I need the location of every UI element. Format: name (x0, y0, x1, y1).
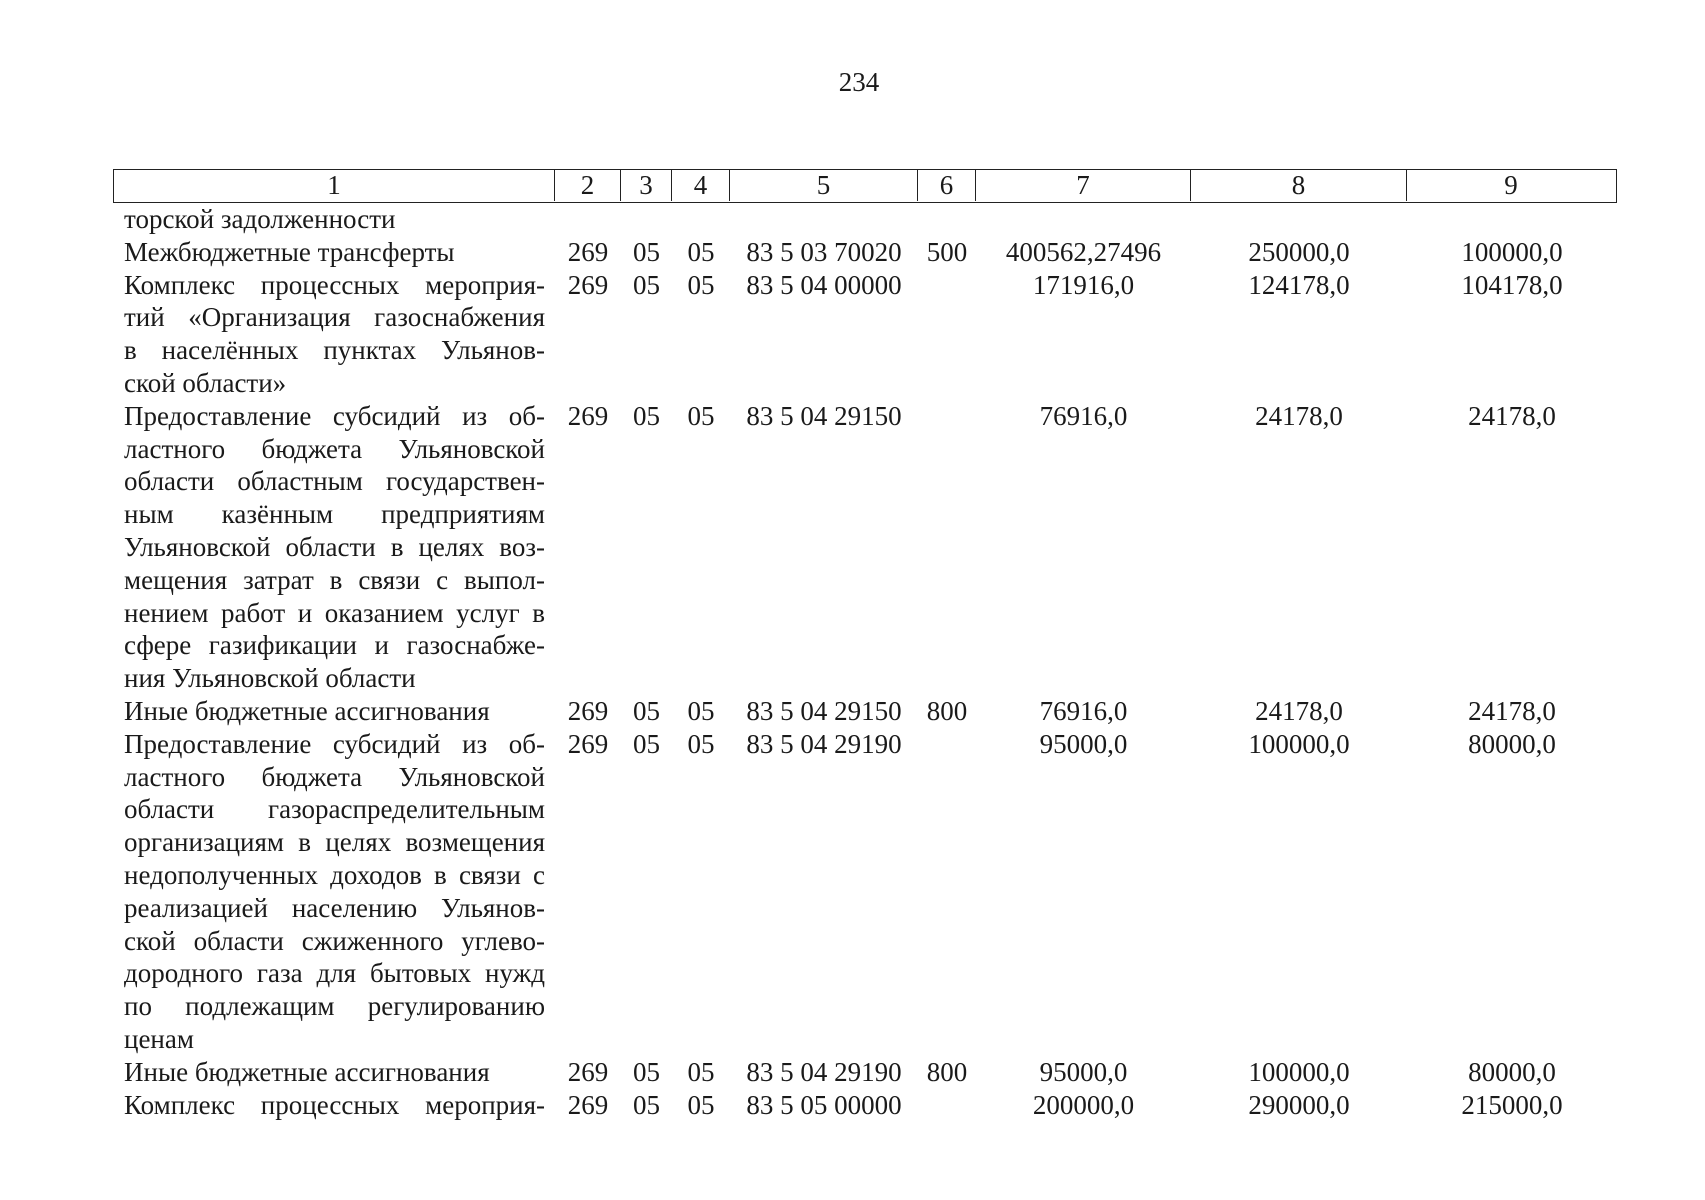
cell-col-8: 250000,0 (1248, 236, 1350, 267)
description-line: ния Ульяновской области (124, 663, 416, 694)
budget-table (113, 169, 1617, 1121)
cell-col-4: 05 (687, 400, 715, 431)
description-line: по подлежащим регулированию (124, 991, 545, 1022)
header-cell-3: 3 (621, 170, 672, 201)
cell-col-4: 05 (687, 1056, 715, 1087)
row-description (113, 728, 555, 1056)
cell-col-2: 269 (567, 269, 609, 300)
description-line: области областным государствен- (124, 466, 545, 497)
description-line: мещения затрат в связи с выпол- (124, 564, 545, 595)
description-line: Межбюджетные трансферты (124, 236, 455, 267)
cell-col-8: 124178,0 (1248, 269, 1350, 300)
cell-col-5: 83 5 04 29150 (746, 400, 902, 431)
cell-col-6 (918, 728, 976, 761)
cell-col-9: 80000,0 (1468, 728, 1556, 759)
header-cell-2: 2 (555, 170, 621, 201)
description-line: недополученных доходов в связи с (124, 859, 545, 890)
description-line: ской области» (124, 367, 287, 398)
table-row (113, 400, 1617, 695)
description-line: в населённых пунктах Ульянов- (124, 335, 545, 366)
cell-col-7: 200000,0 (1032, 1089, 1135, 1120)
description-line: торской задолженности (124, 204, 396, 234)
table-header (113, 169, 1617, 203)
cell-col-9: 104178,0 (1461, 269, 1563, 300)
cell-col-3: 05 (633, 400, 660, 431)
description-line: области газораспределительным (124, 794, 545, 825)
cell-col-5: 83 5 03 70020 (746, 236, 902, 267)
description-line: ным казённым предприятиям (124, 499, 545, 530)
row-description (113, 1056, 555, 1089)
description-line: ластного бюджета Ульяновской (124, 433, 545, 464)
cell-col-6: 800 (926, 695, 968, 726)
cell-col-3: 05 (633, 236, 660, 267)
cell-col-8: 100000,0 (1248, 728, 1350, 759)
header-cell-8: 8 (1191, 170, 1407, 201)
cell-col-4: 05 (687, 1089, 715, 1120)
description-line: Комплекс процессных мероприя- (124, 269, 545, 300)
cell-col-7: 76916,0 (1039, 400, 1128, 431)
cell-col-5: 83 5 05 00000 (746, 1089, 902, 1120)
description-line: тий «Организация газоснабжения (124, 302, 545, 333)
description-line: Иные бюджетные ассигнования (124, 1056, 490, 1087)
table-row (113, 1056, 1617, 1089)
cell-col-6: 800 (926, 1056, 968, 1087)
header-cell-7: 7 (976, 170, 1191, 201)
table-row (113, 236, 1617, 269)
cell-col-6: 500 (926, 236, 968, 267)
cell-col-7: 171916,0 (1032, 269, 1135, 300)
table-row (113, 203, 1617, 236)
table-row (113, 728, 1617, 1056)
description-line: нением работ и оказанием услуг в (124, 597, 545, 628)
description-line: Предоставление субсидий из об- (124, 728, 545, 759)
cell-col-9: 215000,0 (1461, 1089, 1563, 1120)
cell-col-8: 100000,0 (1248, 1056, 1350, 1087)
cell-col-7: 400562,27496 (1005, 236, 1162, 267)
cell-col-5: 83 5 04 29150 (746, 695, 902, 726)
description-line: Предоставление субсидий из об- (124, 400, 545, 431)
description-line: ской области сжиженного углево- (124, 925, 545, 956)
description-line: реализацией населению Ульянов- (124, 892, 545, 923)
cell-col-4: 05 (687, 728, 715, 759)
header-cell-6: 6 (918, 170, 976, 201)
description-line: ластного бюджета Ульяновской (124, 761, 545, 792)
cell-col-2: 269 (567, 728, 609, 759)
description-line: Комплекс процессных мероприя- (124, 1089, 545, 1120)
header-cell-1: 1 (114, 170, 555, 201)
row-description (113, 695, 555, 728)
row-description (113, 269, 555, 400)
description-line: ценам (124, 1023, 194, 1054)
cell-col-9: 24178,0 (1468, 400, 1556, 431)
header-cell-9: 9 (1504, 170, 1518, 200)
cell-col-3: 05 (633, 1056, 660, 1087)
cell-col-3: 05 (633, 728, 660, 759)
row-description (113, 236, 555, 269)
cell-col-4: 05 (687, 695, 715, 726)
cell-col-4: 05 (687, 236, 715, 267)
cell-col-2: 269 (567, 400, 609, 431)
row-description (113, 203, 555, 236)
description-line: организациям в целях возмещения (124, 827, 545, 858)
cell-col-2: 269 (567, 1089, 609, 1120)
row-description (113, 400, 555, 695)
row-description (113, 1089, 555, 1122)
cell-col-2: 269 (567, 1056, 609, 1087)
header-cell-4: 4 (672, 170, 730, 201)
cell-col-5: 83 5 04 29190 (746, 1056, 902, 1087)
cell-col-8: 24178,0 (1255, 695, 1343, 726)
cell-col-5: 83 5 04 29190 (746, 728, 902, 759)
cell-col-3: 05 (633, 695, 660, 726)
description-line: Ульяновской области в целях воз- (124, 531, 545, 562)
cell-col-2: 269 (567, 236, 609, 267)
description-line: дородного газа для бытовых нужд (124, 958, 545, 989)
cell-col-6 (918, 1089, 976, 1122)
description-line: сфере газификации и газоснабже- (124, 630, 545, 661)
table-row (113, 695, 1617, 728)
cell-col-6 (918, 400, 976, 433)
cell-col-7: 95000,0 (1039, 1056, 1128, 1087)
cell-col-6 (918, 269, 976, 302)
cell-col-7: 76916,0 (1039, 695, 1128, 726)
cell-col-9: 100000,0 (1461, 236, 1563, 267)
cell-col-5: 83 5 04 00000 (746, 269, 902, 300)
cell-col-8: 24178,0 (1255, 400, 1343, 431)
table-row (113, 269, 1617, 400)
cell-col-9: 24178,0 (1468, 695, 1556, 726)
cell-col-4: 05 (687, 269, 715, 300)
page-number: 234 (838, 67, 880, 97)
cell-col-3: 05 (633, 1089, 660, 1120)
table-row (113, 1089, 1617, 1122)
description-line: Иные бюджетные ассигнования (124, 695, 490, 726)
cell-col-8: 290000,0 (1248, 1089, 1350, 1120)
cell-col-7: 95000,0 (1039, 728, 1128, 759)
cell-col-3: 05 (633, 269, 660, 300)
header-cell-5: 5 (730, 170, 918, 201)
cell-col-2: 269 (567, 695, 609, 726)
cell-col-9: 80000,0 (1468, 1056, 1556, 1087)
